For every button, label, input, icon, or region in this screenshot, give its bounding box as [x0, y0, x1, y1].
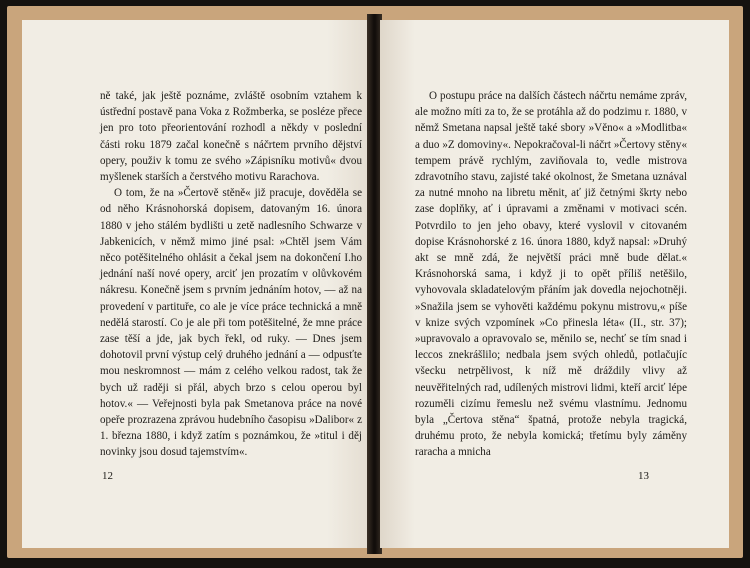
left-paragraph-1: ně také, jak ještě poznáme, zvláště osobním vztahem k ústřední postavě pana Voka z Rožmberka, se posléze přece jen pro toto přeorientování rozhodl a někdy v poslední části roku 1879 začal konečně s náčrtem prvního dějství opery, použiv k tomu ze svého »Zápisníku motivů« dvou myšlenek starších a čerstvého motivu Rarachova. — [100, 90, 362, 184]
left-page-text — [100, 88, 362, 461]
left-paragraph-2: O tom, že na »Čertově stěně« již pracuje, dověděla se od něho Krásnohorská dopisem, datovaným 16. února 1880 v jeho stálém bydlišti u zetě nadlesního Schwarze v Jabkenicích, v němž mimo jiné psal: »Chtěl jsem Vám něco potěšitelného ohlásit a čekal jsem na dokončení I.ho jednání naší nové opery, arciť jen prozatím v olůvkovém nákresu. Konečně jsem s prvním jednáním hotov, — až na provedení v partituře, co ale je více práce technická a mně nedělá starostí. Co je ale při tom potěšitelné, že mne práce zase těší a jde, jak bych řekl, od ruky. — Dnes jsem dohotovil první výstup celý druhého jednání a — odpusťte mou neskromnost — mám z celého velkou radost, tak že bych už raději si přál, abych brzo s celou operou byl hotov.« — Veřejnosti byla pak Smetanova práce na nové opeře prozrazena zprávou hudebního časopisu »Dalibor« z 1. března 1880, i když zatím s poznámkou, že »titul i děj novinky jsou dosud tajemstvím«. — [100, 187, 362, 459]
page-number-left: 12 — [102, 470, 113, 482]
right-page-text — [415, 88, 687, 461]
page-number-right: 13 — [638, 470, 649, 482]
left-page — [22, 20, 369, 548]
right-paragraph-1: O postupu práce na dalších částech náčrtu nemáme zpráv, ale možno míti za to, že se protáhla až do podzimu r. 1880, v němž Smetana napsal ještě také sbory »Věno« a »Modlitba« a duo »Z domoviny«. Nepokračoval-li náčrt »Čertovy stěny« tempem právě rychlým, zaviňovala to, vedle mistrova zdravotního stavu, zajisté také okolnost, že Smetana uznával za nutné mnoho na libretu měnit, ať již četnými škrty nebo zase doplňky, ať i úpravami a změnami v motivaci scén. Potvrdilo to jen jeho obavy, které vyslovil v citovaném dopise Krásnohorské z 16. února 1880, když napsal: »Druhý akt se mně zdá, že největší práci mně bude dělat.« Krásnohorská sama, i když ji to opět příliš netěšilo, vyhovovala skladatelovým přáním jak dovedla nejochotněji. »Snažila jsem se vyhověti každému pokynu mistrovu,« píše v knize svých vzpomínek »Co přinesla léta« (II., str. 37); »upravovalo a opravovalo se, měnilo se, nechť se tím snad i leccos znekrášlilo; nedbala jsem svých ohledů, potlačujíc všecku netrpělivost, k níž mě dráždily vlivy až neuvěřitelných rad, udílených mistrovi lidmi, kteří arciť lépe rozuměli cizímu řemeslu než svému vlastnímu. Jednomu byla „Čertova stěna“ špatná, protože nebyla tragická, druhému proto, že nebyla komická; třetímu byly záměny raracha a mnicha — [415, 90, 687, 459]
right-page — [380, 20, 729, 548]
